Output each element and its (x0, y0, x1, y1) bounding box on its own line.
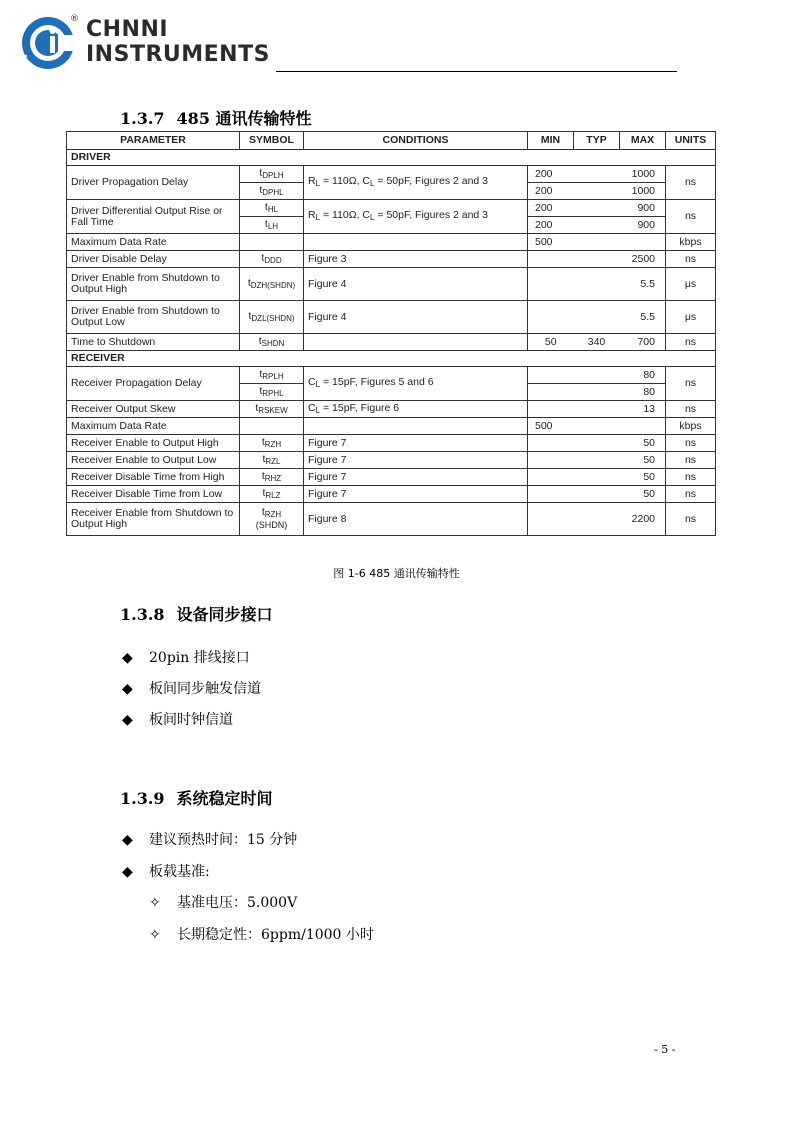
conditions-cell: $C_L = 15pF$, Figures 5 and 6 (304, 367, 528, 401)
max-cell: 13 (620, 401, 666, 418)
param-cell: Driver Enable from Shutdown to Output High (67, 268, 240, 301)
rs485-spec-table (66, 131, 716, 536)
section-number: 1.3.8 (120, 605, 165, 624)
min-cell (528, 486, 574, 503)
col-header: TYP (574, 132, 620, 150)
table-row (67, 334, 716, 351)
max-cell: 900 (620, 217, 666, 234)
list-item: ◆ 板间时钟信道 (122, 712, 233, 728)
symbol-cell: $t_{HL}$ (240, 200, 304, 217)
table-row (67, 503, 716, 536)
min-cell (528, 268, 574, 301)
max-cell: 1000 (620, 166, 666, 183)
symbol-cell: $t_{DPHL}$ (240, 183, 304, 200)
min-cell (528, 384, 574, 401)
symbol-cell: $t_{RZH}$ (SHDN) (240, 503, 304, 536)
conditions-cell: $R_L = 110\Omega$, $C_L = 50pF$, Figures 2 and 3 (304, 200, 528, 234)
max-cell: 700 (620, 334, 666, 351)
max-cell: 50 (620, 469, 666, 486)
diamond-bullet-icon: ◆ (122, 832, 133, 848)
param-cell: Driver Differential Output Rise or Fall Time (67, 200, 240, 234)
list-item: ◆ 板间同步触发信道 (122, 681, 261, 697)
table-row (67, 418, 716, 435)
sub-list-item: ✧ 基准电压：5.000V (149, 895, 298, 911)
section-row-receiver (67, 351, 716, 367)
typ-cell (574, 166, 620, 183)
unit-cell: μs (666, 301, 716, 334)
conditions-cell: Figure 7 (304, 452, 528, 469)
col-header: UNITS (666, 132, 716, 150)
typ-cell (574, 435, 620, 452)
table-row (67, 469, 716, 486)
unit-cell: ns (666, 251, 716, 268)
unit-cell: ns (666, 469, 716, 486)
max-cell (620, 418, 666, 435)
unit-cell: kbps (666, 418, 716, 435)
typ-cell (574, 301, 620, 334)
unit-cell: ns (666, 452, 716, 469)
typ-cell (574, 401, 620, 418)
list-item: ◆ 板载基准: (122, 864, 210, 880)
param-cell: Maximum Data Rate (67, 234, 240, 251)
min-cell: 200 (528, 200, 574, 217)
symbol-cell: $t_{RPHL}$ (240, 384, 304, 401)
min-cell (528, 367, 574, 384)
max-cell: 80 (620, 367, 666, 384)
unit-cell: kbps (666, 234, 716, 251)
star-bullet-icon: ✧ (149, 895, 161, 911)
table-row (67, 452, 716, 469)
max-cell: 50 (620, 435, 666, 452)
symbol-cell (240, 418, 304, 435)
table-row (67, 301, 716, 334)
brand-line-1: CHNNI (86, 17, 169, 42)
typ-cell (574, 251, 620, 268)
conditions-cell (304, 418, 528, 435)
min-cell (528, 435, 574, 452)
section-title: 设备同步接口 (176, 605, 273, 624)
conditions-cell: Figure 4 (304, 268, 528, 301)
param-cell: Driver Enable from Shutdown to Output Low (67, 301, 240, 334)
typ-cell (574, 183, 620, 200)
max-cell (620, 234, 666, 251)
symbol-cell: $t_{RZH}$ (240, 435, 304, 452)
table-row (67, 486, 716, 503)
col-header: PARAMETER (67, 132, 240, 150)
sub-list-item: ✧ 长期稳定性：6ppm/1000 小时 (149, 927, 374, 943)
symbol-cell: $t_{SHDN}$ (240, 334, 304, 351)
brand-line-2: INSTRUMENTS (86, 42, 270, 67)
param-cell: Receiver Enable from Shutdown to Output High (67, 503, 240, 536)
symbol-cell: $t_{DZL(SHDN)}$ (240, 301, 304, 334)
unit-cell: ns (666, 367, 716, 401)
min-cell: 200 (528, 166, 574, 183)
symbol-cell (240, 234, 304, 251)
min-cell (528, 452, 574, 469)
param-cell: Receiver Disable Time from High (67, 469, 240, 486)
max-cell: 2200 (620, 503, 666, 536)
chnni-logo-icon (20, 15, 76, 71)
min-cell: 50 (528, 334, 574, 351)
param-cell: Maximum Data Rate (67, 418, 240, 435)
typ-cell: 340 (574, 334, 620, 351)
conditions-cell (304, 234, 528, 251)
table-header-row (67, 132, 716, 150)
max-cell: 50 (620, 452, 666, 469)
page-number: - 5 - (654, 1043, 676, 1056)
param-cell: Receiver Enable to Output Low (67, 452, 240, 469)
unit-cell: ns (666, 166, 716, 200)
conditions-cell: Figure 7 (304, 435, 528, 452)
typ-cell (574, 469, 620, 486)
conditions-cell: Figure 4 (304, 301, 528, 334)
max-cell: 5.5 (620, 301, 666, 334)
symbol-cell: $t_{DDD}$ (240, 251, 304, 268)
table-row (67, 200, 716, 217)
max-cell: 5.5 (620, 268, 666, 301)
section-heading-1-3-9 (120, 786, 273, 809)
min-cell: 200 (528, 183, 574, 200)
symbol-cell: $t_{DZH(SHDN)}$ (240, 268, 304, 301)
unit-cell: ns (666, 503, 716, 536)
min-cell (528, 401, 574, 418)
diamond-bullet-icon: ◆ (122, 681, 133, 697)
min-cell: 200 (528, 217, 574, 234)
table-row (67, 234, 716, 251)
typ-cell (574, 486, 620, 503)
section-title: 系统稳定时间 (176, 789, 273, 808)
max-cell: 900 (620, 200, 666, 217)
diamond-bullet-icon: ◆ (122, 650, 133, 666)
section-title: 485 通讯传输特性 (176, 109, 312, 128)
section-heading-1-3-7 (120, 106, 312, 129)
min-cell: 500 (528, 418, 574, 435)
star-bullet-icon: ✧ (149, 927, 161, 943)
unit-cell: ns (666, 486, 716, 503)
conditions-cell (304, 334, 528, 351)
list-item: ◆ 20pin 排线接口 (122, 650, 250, 666)
unit-cell: μs (666, 268, 716, 301)
diamond-bullet-icon: ◆ (122, 712, 133, 728)
conditions-cell: Figure 7 (304, 486, 528, 503)
typ-cell (574, 234, 620, 251)
min-cell: 500 (528, 234, 574, 251)
section-label: DRIVER (67, 150, 716, 166)
section-heading-1-3-8 (120, 602, 273, 625)
typ-cell (574, 217, 620, 234)
conditions-cell: Figure 8 (304, 503, 528, 536)
table-row (67, 251, 716, 268)
param-cell: Driver Propagation Delay (67, 166, 240, 200)
figure-caption: 图 1-6 485 通讯传输特性 (333, 567, 460, 580)
col-header: MIN (528, 132, 574, 150)
param-cell: Receiver Enable to Output High (67, 435, 240, 452)
brand-name (86, 18, 270, 68)
max-cell: 80 (620, 384, 666, 401)
symbol-cell: $t_{DPLH}$ (240, 166, 304, 183)
table-row (67, 166, 716, 183)
typ-cell (574, 268, 620, 301)
max-cell: 1000 (620, 183, 666, 200)
col-header: MAX (620, 132, 666, 150)
conditions-cell: $R_L = 110\Omega$, $C_L = 50pF$, Figures 2 and 3 (304, 166, 528, 200)
registered-mark: ® (70, 14, 79, 24)
col-header: SYMBOL (240, 132, 304, 150)
symbol-cell: $t_{RLZ}$ (240, 486, 304, 503)
param-cell: Time to Shutdown (67, 334, 240, 351)
conditions-cell: $C_L = 15pF$, Figure 6 (304, 401, 528, 418)
max-cell: 50 (620, 486, 666, 503)
typ-cell (574, 418, 620, 435)
min-cell (528, 251, 574, 268)
conditions-cell: Figure 7 (304, 469, 528, 486)
list-item: ◆ 建议预热时间：15 分钟 (122, 832, 298, 848)
section-number: 1.3.7 (120, 109, 165, 128)
max-cell: 2500 (620, 251, 666, 268)
symbol-cell: $t_{RPLH}$ (240, 367, 304, 384)
table-row (67, 435, 716, 452)
min-cell (528, 301, 574, 334)
typ-cell (574, 503, 620, 536)
unit-cell: ns (666, 200, 716, 234)
symbol-cell: $t_{RSKEW}$ (240, 401, 304, 418)
table-row (67, 268, 716, 301)
table-row (67, 367, 716, 384)
col-header: CONDITIONS (304, 132, 528, 150)
min-cell (528, 469, 574, 486)
param-cell: Receiver Output Skew (67, 401, 240, 418)
header-rule (276, 71, 677, 72)
section-label: RECEIVER (67, 351, 716, 367)
typ-cell (574, 384, 620, 401)
typ-cell (574, 452, 620, 469)
param-cell: Driver Disable Delay (67, 251, 240, 268)
symbol-cell: $t_{RZL}$ (240, 452, 304, 469)
typ-cell (574, 367, 620, 384)
min-cell (528, 503, 574, 536)
unit-cell: ns (666, 401, 716, 418)
conditions-cell: Figure 3 (304, 251, 528, 268)
param-cell: Receiver Disable Time from Low (67, 486, 240, 503)
table-row (67, 401, 716, 418)
diamond-bullet-icon: ◆ (122, 864, 133, 880)
section-number: 1.3.9 (120, 789, 165, 808)
typ-cell (574, 200, 620, 217)
param-cell: Receiver Propagation Delay (67, 367, 240, 401)
unit-cell: ns (666, 334, 716, 351)
symbol-cell: $t_{LH}$ (240, 217, 304, 234)
section-row-driver (67, 150, 716, 166)
symbol-cell: $t_{RHZ}$ (240, 469, 304, 486)
unit-cell: ns (666, 435, 716, 452)
